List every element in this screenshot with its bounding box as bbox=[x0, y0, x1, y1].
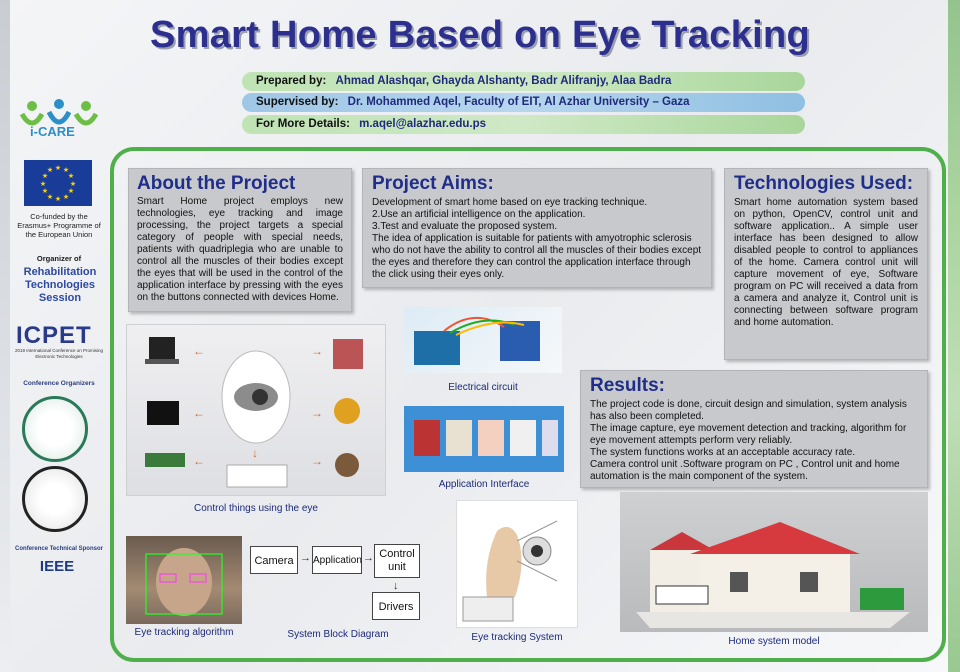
air-conditioner-icon bbox=[227, 465, 287, 487]
svg-text:↓: ↓ bbox=[252, 446, 258, 460]
svg-text:★: ★ bbox=[41, 187, 49, 195]
svg-text:★: ★ bbox=[46, 193, 54, 201]
aims-item-2: 2.Use an artificial intelligence on the application. bbox=[372, 209, 586, 220]
circuit-caption: Electrical circuit bbox=[448, 382, 518, 393]
about-project-box bbox=[128, 168, 352, 312]
prepared-by-value: Ahmad Alashqar, Ghayda Alshanty, Badr Alifranjy, Alaa Badra bbox=[335, 75, 672, 87]
aims-heading: Project Aims: bbox=[372, 173, 494, 194]
icpet-subtitle: 2019 International Conference on Promising Electronic Technologies bbox=[14, 348, 104, 359]
aims-paragraph: The idea of application is suitable for patients with amyotrophic sclerosis who do not have the ability to control all the muscles of their bodies except the eyes and therefore they can control the application interface through the click using their eyes only. bbox=[372, 233, 702, 280]
application-interface-image bbox=[404, 406, 564, 472]
svg-text:→: → bbox=[311, 344, 323, 358]
svg-text:★: ★ bbox=[54, 195, 62, 203]
laptop-icon bbox=[149, 337, 175, 359]
technologies-box bbox=[724, 168, 928, 360]
al-azhar-university-seal-icon bbox=[22, 396, 88, 462]
eu-flag-icon bbox=[24, 160, 92, 206]
supervised-by-bar bbox=[242, 93, 805, 112]
block-diagram-caption: System Block Diagram bbox=[287, 629, 389, 640]
icare-logo-text: i-CARE bbox=[30, 124, 75, 139]
svg-text:★: ★ bbox=[67, 187, 75, 195]
project-aims-box bbox=[362, 168, 712, 288]
svg-text:←: ← bbox=[193, 406, 205, 420]
details-label: For More Details: bbox=[256, 118, 350, 130]
organizer-label: Organizer of bbox=[36, 254, 82, 263]
svg-text:★: ★ bbox=[62, 166, 70, 174]
block-drivers: Drivers bbox=[372, 592, 420, 620]
svg-text:★: ★ bbox=[62, 193, 70, 201]
icpet-logo: ICPET bbox=[16, 322, 92, 349]
svg-text:→: → bbox=[311, 406, 323, 420]
fan-icon bbox=[335, 453, 359, 477]
details-bar bbox=[242, 115, 805, 134]
svg-text:→: → bbox=[311, 454, 323, 468]
home-system-model-image bbox=[620, 492, 928, 632]
control-caption: Control things using the eye bbox=[194, 503, 318, 514]
svg-text:★: ★ bbox=[41, 172, 49, 180]
arrow-down-icon: ↓ bbox=[393, 580, 399, 592]
aims-item-1: Development of smart home based on eye tracking technique. bbox=[372, 197, 648, 208]
bed-icon bbox=[145, 453, 185, 467]
results-p1: The project code is done, circuit design and simulation, system analysis has also been completed. bbox=[590, 399, 907, 422]
prepared-by-label: Prepared by: bbox=[256, 75, 327, 87]
svg-text:★: ★ bbox=[69, 180, 77, 188]
results-box bbox=[580, 370, 928, 488]
svg-text:←: ← bbox=[193, 344, 205, 358]
svg-text:←: ← bbox=[193, 454, 205, 468]
technical-college-seal-icon bbox=[22, 466, 88, 532]
results-heading: Results: bbox=[590, 375, 665, 396]
arrow-right-icon: → bbox=[363, 552, 374, 564]
results-p2: The image capture, eye movement detection and tracking, algorithm for eye movement attempts perform very reliably. bbox=[590, 423, 907, 446]
eu-caption: Co-funded by the Erasmus+ Programme of the European Union bbox=[17, 212, 101, 239]
lamp-icon bbox=[334, 398, 360, 424]
right-edge-decoration bbox=[948, 0, 960, 672]
block-application: Application bbox=[312, 546, 362, 574]
rehabilitation-session-title: Rehabilitation Technologies Session bbox=[23, 266, 97, 304]
home-caption: Home system model bbox=[728, 636, 820, 647]
curtain-icon bbox=[333, 339, 363, 369]
results-p4: Camera control unit .Software program on PC , Control unit and home automation is the main component of the system. bbox=[590, 459, 900, 482]
technical-sponsor-label: Conference Technical Sponsor bbox=[15, 546, 103, 552]
tech-text: Smart home automation system based on python, OpenCV, control unit and software application.. A simple user interface has been designed to allow disabled people to control to appliances of the home. Camera control unit will capture movement of eye, Software program on PC will received a data from a camera and analyze it, Control unit is connecting between software program and home automation. bbox=[734, 197, 918, 328]
prepared-by-bar bbox=[242, 72, 805, 91]
left-edge bbox=[0, 0, 10, 672]
svg-text:★: ★ bbox=[54, 164, 62, 172]
block-control-unit: Control unit bbox=[374, 544, 420, 578]
appui-caption: Application Interface bbox=[438, 479, 530, 490]
eye-tracking-system-image bbox=[456, 500, 578, 628]
supervised-by-value: Dr. Mohammed Aqel, Faculty of EIT, Al Azhar University – Gaza bbox=[347, 96, 690, 108]
aims-item-3: 3.Test and evaluate the proposed system. bbox=[372, 221, 558, 232]
eyealg-caption: Eye tracking algorithm bbox=[134, 627, 234, 638]
svg-text:★: ★ bbox=[46, 166, 54, 174]
electrical-circuit-image bbox=[404, 307, 562, 373]
about-text: Smart Home project employs new technologies, eye tracking and image processing, the project targets a special category of people with special needs, patients with quadriplegia who are unable to control all the muscles of their bodies except the eyes that will be used in the control of the application interface by pressing with the eyes on the buttons connected with devices Home. bbox=[137, 196, 343, 303]
details-email-link[interactable]: m.aqel@alazhar.edu.ps bbox=[359, 118, 487, 130]
block-camera: Camera bbox=[250, 546, 298, 574]
control-things-image bbox=[126, 324, 386, 496]
svg-text:★: ★ bbox=[39, 180, 47, 188]
tv-icon bbox=[147, 401, 179, 425]
svg-text:★: ★ bbox=[67, 172, 75, 180]
supervised-by-label: Supervised by: bbox=[256, 96, 339, 108]
poster-title: Smart Home Based on Eye Tracking bbox=[149, 14, 811, 56]
results-p3: The system functions works at an acceptable accuracy rate. bbox=[590, 447, 856, 458]
about-heading: About the Project bbox=[137, 173, 296, 194]
tech-heading: Technologies Used: bbox=[734, 173, 914, 194]
conference-organizers-label: Conference Organizers bbox=[23, 380, 95, 387]
arrow-right-icon: → bbox=[300, 552, 311, 564]
eyesys-caption: Eye tracking System bbox=[471, 632, 563, 643]
ieee-logo: IEEE bbox=[39, 558, 75, 575]
eye-tracking-algorithm-image bbox=[126, 536, 242, 624]
